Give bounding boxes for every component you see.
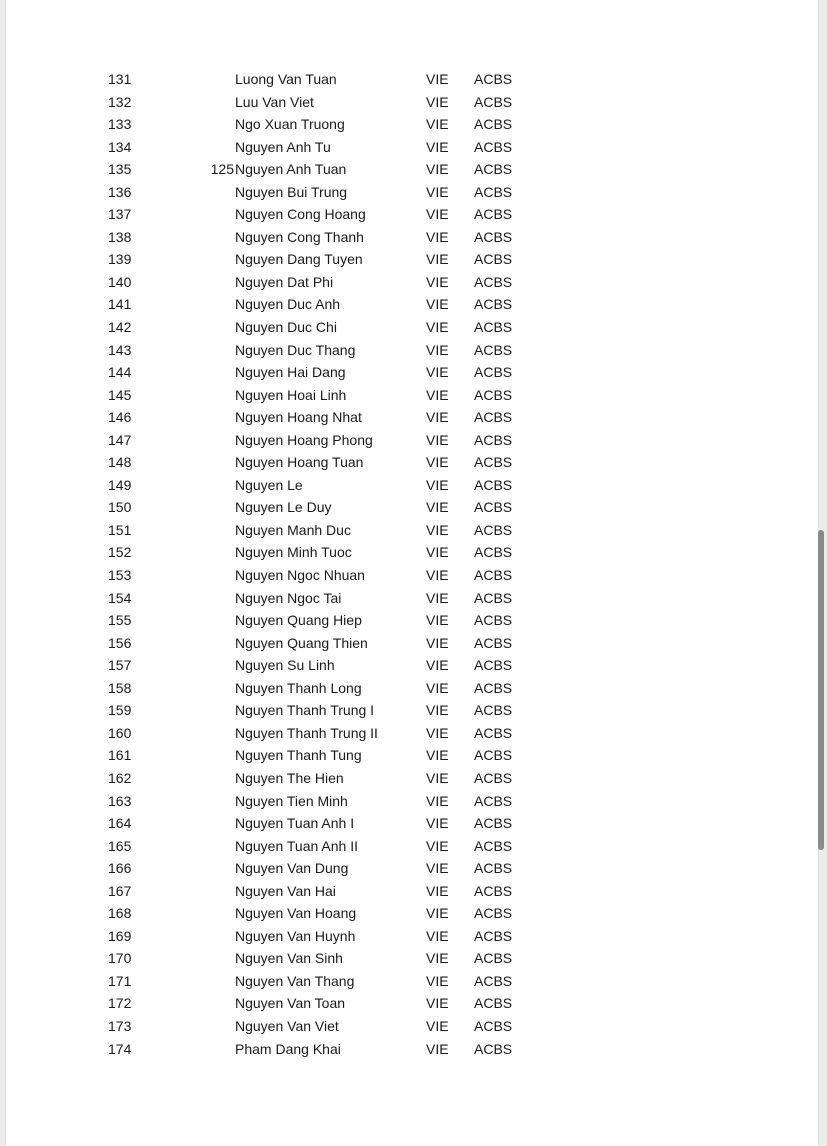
table-row	[6, 158, 818, 181]
row-number: 135	[108, 161, 132, 178]
table-row	[6, 564, 818, 587]
club: ACBS	[474, 995, 513, 1012]
row-number: 143	[108, 341, 132, 358]
club: ACBS	[474, 679, 513, 696]
club: ACBS	[474, 792, 513, 809]
federation: VIE	[426, 71, 449, 87]
player-name: Nguyen Van Thang	[235, 972, 355, 989]
federation: VIE	[426, 837, 449, 854]
row-number: 158	[108, 679, 132, 696]
table-row	[6, 767, 818, 790]
player-name: Nguyen Le Duy	[235, 499, 332, 516]
federation: VIE	[426, 364, 449, 381]
federation: VIE	[426, 769, 449, 786]
table-row	[6, 857, 818, 880]
club: ACBS	[474, 815, 513, 832]
player-name: Nguyen Hoang Nhat	[235, 409, 362, 426]
row-number: 174	[108, 1040, 132, 1057]
row-number: 149	[108, 476, 132, 493]
table-row	[6, 496, 818, 519]
club: ACBS	[474, 386, 513, 403]
row-number: 164	[108, 815, 132, 832]
player-name: Nguyen Bui Trung	[235, 183, 348, 200]
table-row	[6, 992, 818, 1015]
federation: VIE	[426, 409, 449, 426]
club: ACBS	[474, 228, 513, 245]
player-name: Nguyen Van Hoang	[235, 905, 357, 922]
player-name: Nguyen Van Dung	[235, 860, 349, 877]
federation: VIE	[426, 995, 449, 1012]
player-name: Nguyen Thanh Long	[235, 679, 362, 696]
row-number: 152	[108, 544, 132, 561]
club: ACBS	[474, 769, 513, 786]
player-name: Nguyen Su Linh	[235, 657, 335, 674]
federation: VIE	[426, 724, 449, 741]
row-number: 157	[108, 657, 132, 674]
federation: VIE	[426, 612, 449, 629]
club: ACBS	[474, 950, 513, 967]
player-name: Pham Dang Khai	[235, 1040, 341, 1057]
club: ACBS	[474, 634, 513, 651]
player-name: Luong Van Tuan	[235, 71, 337, 87]
player-name: Nguyen Manh Duc	[235, 521, 351, 538]
player-name: Nguyen Quang Thien	[235, 634, 368, 651]
table-row	[6, 812, 818, 835]
federation: VIE	[426, 747, 449, 764]
table-row	[6, 632, 818, 655]
row-number: 167	[108, 882, 132, 899]
federation: VIE	[426, 792, 449, 809]
club: ACBS	[474, 364, 513, 381]
federation: VIE	[426, 927, 449, 944]
row-number: 136	[108, 183, 132, 200]
federation: VIE	[426, 860, 449, 877]
club: ACBS	[474, 657, 513, 674]
row-number: 131	[108, 71, 132, 87]
table-row	[6, 677, 818, 700]
row-number: 142	[108, 319, 132, 336]
row-number: 147	[108, 431, 132, 448]
row-number: 165	[108, 837, 132, 854]
row-number: 166	[108, 860, 132, 877]
table-row	[6, 91, 818, 114]
table-row	[6, 835, 818, 858]
club: ACBS	[474, 927, 513, 944]
row-number: 163	[108, 792, 132, 809]
row-number: 137	[108, 206, 132, 223]
federation: VIE	[426, 273, 449, 290]
club: ACBS	[474, 702, 513, 719]
club: ACBS	[474, 319, 513, 336]
federation: VIE	[426, 296, 449, 313]
club: ACBS	[474, 882, 513, 899]
table-row	[6, 970, 818, 993]
federation: VIE	[426, 138, 449, 155]
document-page	[6, 0, 818, 1146]
federation: VIE	[426, 1040, 449, 1057]
federation: VIE	[426, 206, 449, 223]
player-name: Nguyen Hoai Linh	[235, 386, 347, 403]
club: ACBS	[474, 747, 513, 764]
player-table	[6, 68, 818, 1060]
player-name: Nguyen Anh Tu	[235, 138, 331, 155]
club: ACBS	[474, 454, 513, 471]
federation: VIE	[426, 476, 449, 493]
player-name: Nguyen The Hien	[235, 769, 344, 786]
player-name: Nguyen Hoang Phong	[235, 431, 373, 448]
club: ACBS	[474, 724, 513, 741]
table-row	[6, 925, 818, 948]
player-name: Nguyen Hoang Tuan	[235, 454, 364, 471]
table-row	[6, 429, 818, 452]
federation: VIE	[426, 93, 449, 110]
table-row	[6, 722, 818, 745]
club: ACBS	[474, 206, 513, 223]
club: ACBS	[474, 860, 513, 877]
club: ACBS	[474, 116, 513, 133]
club: ACBS	[474, 161, 513, 178]
player-name: Nguyen Minh Tuoc	[235, 544, 352, 561]
row-number: 139	[108, 251, 132, 268]
player-name: Nguyen Thanh Trung II	[235, 724, 378, 741]
row-number: 173	[108, 1017, 132, 1034]
player-name: Nguyen Van Huynh	[235, 927, 356, 944]
table-row	[6, 654, 818, 677]
table-row	[6, 68, 818, 91]
federation: VIE	[426, 499, 449, 516]
row-number: 159	[108, 702, 132, 719]
table-row	[6, 271, 818, 294]
club: ACBS	[474, 567, 513, 584]
federation: VIE	[426, 386, 449, 403]
player-name: Nguyen Duc Chi	[235, 319, 337, 336]
row-number: 145	[108, 386, 132, 403]
federation: VIE	[426, 341, 449, 358]
federation: VIE	[426, 567, 449, 584]
federation: VIE	[426, 882, 449, 899]
club: ACBS	[474, 612, 513, 629]
player-name: Nguyen Van Sinh	[235, 950, 343, 967]
club: ACBS	[474, 296, 513, 313]
row-number: 134	[108, 138, 132, 155]
table-row	[6, 587, 818, 610]
row-number: 161	[108, 747, 132, 764]
table-row	[6, 451, 818, 474]
player-name: Nguyen Dang Tuyen	[235, 251, 363, 268]
club: ACBS	[474, 341, 513, 358]
club: ACBS	[474, 589, 513, 606]
table-row	[6, 203, 818, 226]
table-row	[6, 248, 818, 271]
player-name: Nguyen Van Toan	[235, 995, 346, 1012]
row-number: 155	[108, 612, 132, 629]
federation: VIE	[426, 589, 449, 606]
club: ACBS	[474, 93, 513, 110]
table-row	[6, 699, 818, 722]
club: ACBS	[474, 1017, 513, 1034]
row-number: 148	[108, 454, 132, 471]
row-number: 154	[108, 589, 132, 606]
row-number: 144	[108, 364, 132, 381]
club: ACBS	[474, 972, 513, 989]
table-row	[6, 136, 818, 159]
club: ACBS	[474, 138, 513, 155]
row-number: 153	[108, 567, 132, 584]
player-name: Nguyen Van Hai	[235, 882, 336, 899]
player-name: Nguyen Hai Dang	[235, 364, 346, 381]
table-row	[6, 790, 818, 813]
table-row	[6, 316, 818, 339]
club: ACBS	[474, 837, 513, 854]
federation: VIE	[426, 228, 449, 245]
row-number: 162	[108, 769, 132, 786]
club: ACBS	[474, 476, 513, 493]
player-name: Luu Van Viet	[235, 93, 314, 110]
row-number: 168	[108, 905, 132, 922]
row-number: 138	[108, 228, 132, 245]
federation: VIE	[426, 161, 449, 178]
player-name: Nguyen Van Viet	[235, 1017, 339, 1034]
table-row	[6, 1015, 818, 1038]
row-number: 172	[108, 995, 132, 1012]
federation: VIE	[426, 431, 449, 448]
player-name: Nguyen Ngoc Tai	[235, 589, 342, 606]
club: ACBS	[474, 71, 513, 87]
club: ACBS	[474, 544, 513, 561]
club: ACBS	[474, 499, 513, 516]
federation: VIE	[426, 1017, 449, 1034]
federation: VIE	[426, 702, 449, 719]
player-name: Nguyen Le	[235, 476, 303, 493]
federation: VIE	[426, 972, 449, 989]
table-row	[6, 181, 818, 204]
player-name: Nguyen Tuan Anh I	[235, 815, 355, 832]
player-name: Nguyen Tien Minh	[235, 792, 348, 809]
row-number: 140	[108, 273, 132, 290]
club: ACBS	[474, 431, 513, 448]
federation: VIE	[426, 521, 449, 538]
table-row	[6, 406, 818, 429]
federation: VIE	[426, 815, 449, 832]
table-row	[6, 293, 818, 316]
row-number: 151	[108, 521, 132, 538]
row-number: 170	[108, 950, 132, 967]
player-name: Nguyen Thanh Tung	[235, 747, 362, 764]
player-name: Nguyen Quang Hiep	[235, 612, 362, 629]
federation: VIE	[426, 319, 449, 336]
row-number: 133	[108, 116, 132, 133]
row-number: 169	[108, 927, 132, 944]
federation: VIE	[426, 544, 449, 561]
player-name: Ngo Xuan Truong	[235, 116, 345, 133]
federation: VIE	[426, 454, 449, 471]
row-number: 150	[108, 499, 132, 516]
club: ACBS	[474, 251, 513, 268]
table-row	[6, 361, 818, 384]
row-number: 156	[108, 634, 132, 651]
player-name: Nguyen Duc Thang	[235, 341, 356, 358]
row-number: 146	[108, 409, 132, 426]
table-row	[6, 1038, 818, 1061]
table-row	[6, 902, 818, 925]
player-name: Nguyen Ngoc Nhuan	[235, 567, 365, 584]
table-row	[6, 947, 818, 970]
table-row	[6, 609, 818, 632]
club: ACBS	[474, 183, 513, 200]
player-name: Nguyen Dat Phi	[235, 273, 334, 290]
federation: VIE	[426, 950, 449, 967]
table-row	[6, 226, 818, 249]
vertical-scrollbar[interactable]	[818, 530, 824, 850]
row-number: 171	[108, 972, 132, 989]
row-number: 132	[108, 93, 132, 110]
table-row	[6, 384, 818, 407]
federation: VIE	[426, 679, 449, 696]
table-row	[6, 744, 818, 767]
player-name: Nguyen Anh Tuan	[235, 161, 347, 178]
federation: VIE	[426, 251, 449, 268]
federation: VIE	[426, 657, 449, 674]
federation: VIE	[426, 634, 449, 651]
row-number: 160	[108, 724, 132, 741]
player-name: Nguyen Tuan Anh II	[235, 837, 358, 854]
table-row	[6, 339, 818, 362]
club: ACBS	[474, 905, 513, 922]
club: ACBS	[474, 521, 513, 538]
table-row	[6, 113, 818, 136]
federation: VIE	[426, 116, 449, 133]
table-row	[6, 880, 818, 903]
row-rank: 125	[210, 161, 234, 178]
player-name: Nguyen Cong Hoang	[235, 206, 366, 223]
table-row	[6, 541, 818, 564]
row-number: 141	[108, 296, 132, 313]
federation: VIE	[426, 905, 449, 922]
player-name: Nguyen Duc Anh	[235, 296, 341, 313]
table-row	[6, 474, 818, 497]
player-name: Nguyen Cong Thanh	[235, 228, 364, 245]
table-row	[6, 519, 818, 542]
club: ACBS	[474, 409, 513, 426]
federation: VIE	[426, 183, 449, 200]
club: ACBS	[474, 1040, 513, 1057]
player-name: Nguyen Thanh Trung I	[235, 702, 375, 719]
club: ACBS	[474, 273, 513, 290]
